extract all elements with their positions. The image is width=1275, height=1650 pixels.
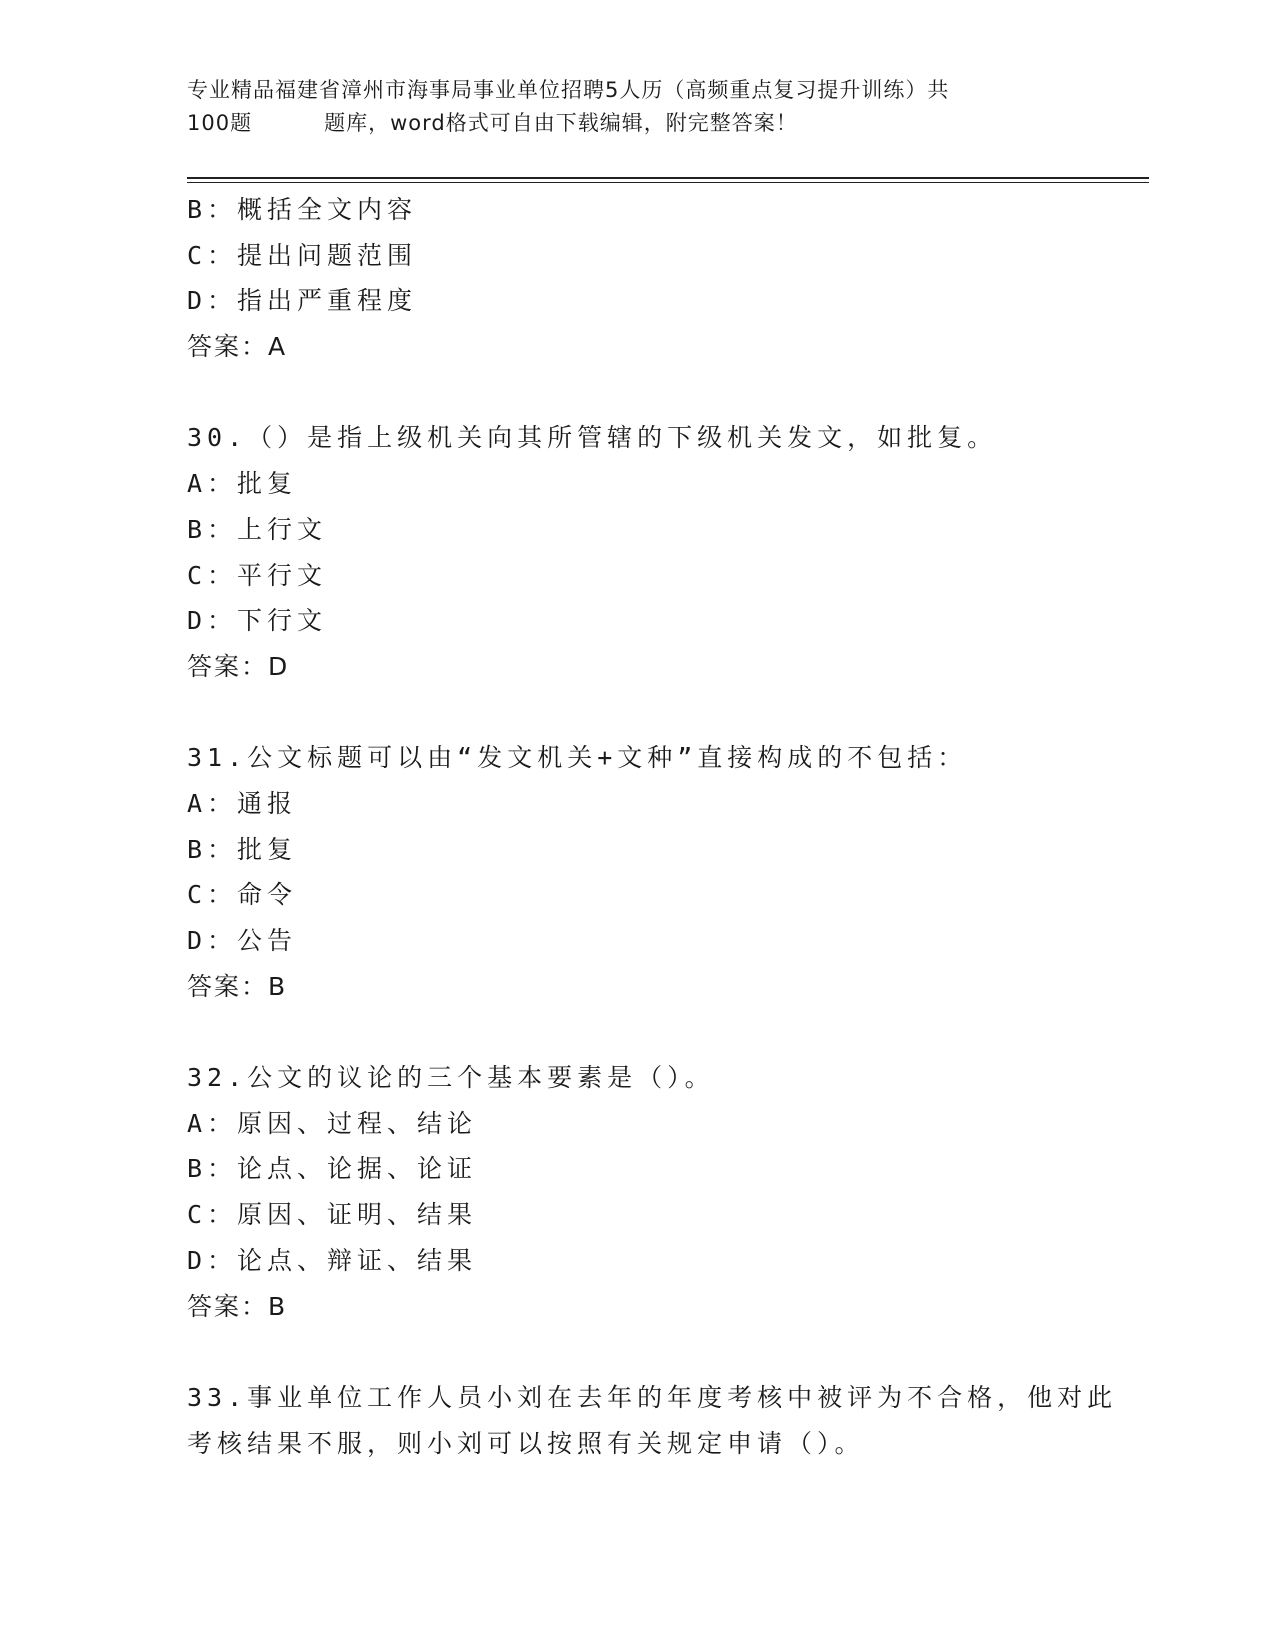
header-title-line1: 专业精品福建省漳州市海事局事业单位招聘5人历（高频重点复习提升训练）共	[187, 78, 950, 102]
option-d: D：下行文	[187, 606, 328, 636]
question-stem: 31.公文标题可以由“发文机关+文种”直接构成的不包括：	[187, 743, 968, 773]
answer-line: 答案：A	[187, 332, 288, 362]
answer-line: 答案：B	[187, 971, 288, 1001]
option-c: C：命令	[187, 880, 298, 910]
question-fragment	[187, 187, 1087, 370]
option-a: A：原因、过程、结论	[187, 1108, 478, 1138]
question-stem: 30.（）是指上级机关向其所管辖的下级机关发文，如批复。	[187, 423, 998, 453]
header-divider-thin	[187, 182, 1149, 183]
option-c: C：平行文	[187, 560, 328, 590]
document-header	[187, 74, 1067, 140]
header-question-count: 100题	[187, 111, 253, 135]
option-d: D：指出严重程度	[187, 286, 418, 316]
option-b: B：批复	[187, 834, 298, 864]
option-c: C：提出问题范围	[187, 240, 418, 270]
question-31	[187, 735, 1087, 1009]
header-title-line2	[187, 107, 1067, 140]
answer-line: 答案：B	[187, 1291, 288, 1321]
answer-line: 答案：D	[187, 651, 290, 681]
option-b: B：上行文	[187, 514, 328, 544]
question-stem-line2: 考核结果不服，则小刘可以按照有关规定申请（）。	[187, 1428, 865, 1458]
question-list	[187, 187, 1118, 1466]
header-description: 题库，word格式可自由下载编辑，附完整答案！	[324, 111, 798, 135]
option-c: C：原因、证明、结果	[187, 1200, 478, 1230]
option-d: D：论点、辩证、结果	[187, 1245, 478, 1275]
option-b: B：论点、论据、论证	[187, 1154, 478, 1184]
option-a: A：通报	[187, 788, 298, 818]
option-b: B：概括全文内容	[187, 195, 418, 224]
question-33	[187, 1375, 1118, 1466]
option-d: D：公告	[187, 926, 298, 955]
question-stem: 32.公文的议论的三个基本要素是（）。	[187, 1063, 715, 1093]
header-divider-thick	[187, 177, 1149, 179]
question-30	[187, 415, 1087, 689]
option-a: A：批复	[187, 469, 298, 499]
question-32	[187, 1055, 1087, 1329]
question-stem-line1: 33.事业单位工作人员小刘在去年的年度考核中被评为不合格，他对此	[187, 1382, 1118, 1412]
